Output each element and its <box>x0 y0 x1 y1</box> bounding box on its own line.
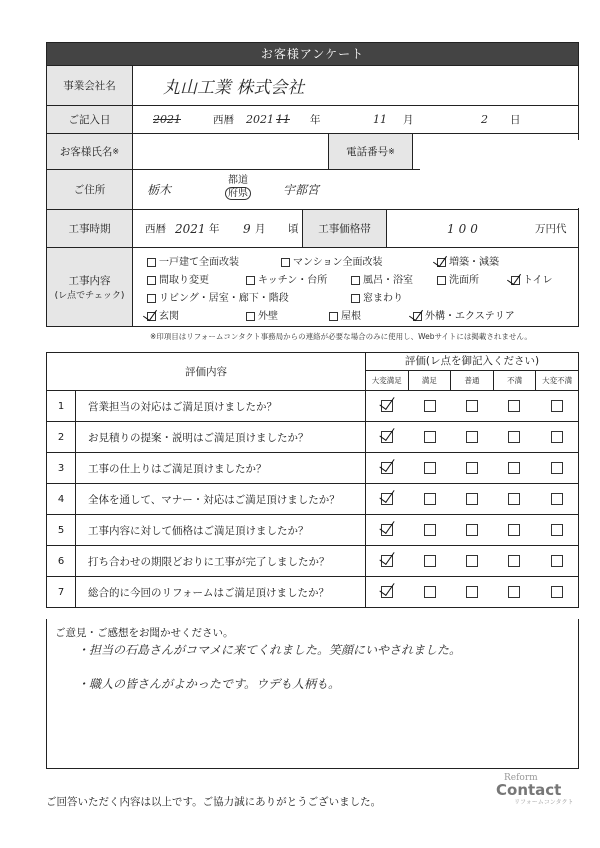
rating-checkbox[interactable] <box>381 555 393 567</box>
rating-checkbox[interactable] <box>508 555 520 567</box>
checkbox-extension[interactable] <box>437 258 446 267</box>
date-struck: 2021 <box>153 113 181 126</box>
question-text: 全体を通して、マナー・対応はご満足頂けましたか？ <box>76 484 366 514</box>
comment-line-2: ・職人の皆さんがよかったです。ウデも人柄も。 <box>77 677 341 691</box>
rating-checkbox[interactable] <box>424 493 436 505</box>
period-year[interactable]: 2021 <box>175 221 206 236</box>
comment-line-1: ・担当の石島さんがコマメに来てくれました。笑顔にいやされました。 <box>77 643 462 657</box>
reform-contact-logo <box>496 773 586 806</box>
company-value[interactable]: 丸山工業 株式会社 <box>163 78 305 98</box>
question-text: 工事の仕上りはご満足頂けましたか？ <box>76 453 366 483</box>
date-label: ご記入日 <box>47 106 133 133</box>
checkbox-roof[interactable] <box>329 312 338 321</box>
option-detached[interactable]: 一戸建て全面改装 <box>147 253 239 268</box>
day-value[interactable]: 2 <box>481 113 488 126</box>
rating-col-unsatisfied: 不満 <box>494 371 537 390</box>
price-unit: 万円代 <box>535 223 567 235</box>
rating-checkbox[interactable] <box>551 400 563 412</box>
form-title: お客様アンケート <box>47 43 578 65</box>
option-mansion[interactable]: マンション全面改装 <box>281 253 383 268</box>
checkbox-entrance[interactable] <box>147 312 156 321</box>
rating-checkbox[interactable] <box>466 524 478 536</box>
content-row <box>47 247 578 326</box>
rating-checkbox[interactable] <box>424 586 436 598</box>
rating-checkbox[interactable] <box>466 400 478 412</box>
rating-checkbox[interactable] <box>508 524 520 536</box>
question-number: 5 <box>47 515 76 545</box>
rating-checkbox[interactable] <box>508 400 520 412</box>
checkbox-washroom[interactable] <box>437 276 446 285</box>
content-options <box>133 248 578 326</box>
checkbox-window[interactable] <box>351 294 360 303</box>
rating-checkbox[interactable] <box>381 524 393 536</box>
company-row <box>47 65 578 105</box>
rating-checkbox[interactable] <box>551 555 563 567</box>
year-value[interactable]: 2021 <box>246 113 274 126</box>
privacy-note: ※印項目はリフォームコンタクト事務局からの連絡が必要な場合のみに使用し、Webサイトには掲載されません。 <box>150 332 532 341</box>
rating-checkbox[interactable] <box>466 586 478 598</box>
question-text: 営業担当の対応はご満足頂けましたか？ <box>76 391 366 421</box>
content-label: 工事内容 <box>68 275 111 287</box>
required-mark: ※ <box>112 147 120 156</box>
checkbox-layout[interactable] <box>147 276 156 285</box>
question-number: 4 <box>47 484 76 514</box>
checkbox-bath[interactable] <box>351 276 360 285</box>
rating-checkbox[interactable] <box>508 586 520 598</box>
price-value[interactable]: 100 <box>447 221 482 236</box>
rating-checkbox[interactable] <box>466 555 478 567</box>
month-unit: 月 <box>403 114 414 126</box>
period-era: 西暦 <box>145 223 166 235</box>
period-month[interactable]: 9 <box>243 221 251 236</box>
rating-checkbox[interactable] <box>381 462 393 474</box>
question-row <box>47 422 578 453</box>
question-number: 6 <box>47 546 76 576</box>
option-bath[interactable]: 風呂・浴室 <box>351 271 413 286</box>
eval-item-header: 評価内容 <box>47 353 366 390</box>
option-window[interactable]: 窓まわり <box>351 289 403 304</box>
year-struck: 11 <box>276 113 290 126</box>
rating-checkbox[interactable] <box>381 493 393 505</box>
option-wall[interactable]: 外壁 <box>246 307 278 322</box>
logo-top: Reform <box>504 773 538 783</box>
option-toilet[interactable]: トイレ <box>511 271 553 286</box>
option-layout[interactable]: 間取り変更 <box>147 271 209 286</box>
rating-checkbox[interactable] <box>381 586 393 598</box>
rating-checkbox[interactable] <box>381 431 393 443</box>
question-text: お見積りの提案・説明はご満足頂けましたか？ <box>76 422 366 452</box>
question-number: 7 <box>47 577 76 607</box>
question-number: 3 <box>47 453 76 483</box>
rating-col-satisfied: 満足 <box>409 371 452 390</box>
checkbox-exterior[interactable] <box>413 312 422 321</box>
rating-checkbox[interactable] <box>508 431 520 443</box>
logo-sub: リフォームコンタクト <box>514 799 574 806</box>
rating-checkbox[interactable] <box>424 462 436 474</box>
pref-unit-line1: 都道 <box>228 175 248 186</box>
evaluation-table <box>46 352 579 608</box>
question-text: 総合的に今回のリフォームはご満足頂けましたか？ <box>76 577 366 607</box>
rating-checkbox[interactable] <box>551 586 563 598</box>
rating-checkbox[interactable] <box>466 462 478 474</box>
checkbox-detached[interactable] <box>147 258 156 267</box>
question-row <box>47 577 578 607</box>
option-kitchen[interactable]: キッチン・台所 <box>246 271 327 286</box>
rating-checkbox[interactable] <box>508 462 520 474</box>
rating-checkbox[interactable] <box>466 493 478 505</box>
date-row <box>47 105 578 133</box>
option-extension[interactable]: 増築・減築 <box>437 253 499 268</box>
checkbox-toilet[interactable] <box>511 276 520 285</box>
question-row <box>47 453 578 484</box>
option-exterior[interactable]: 外構・エクステリア <box>413 307 515 322</box>
month-value[interactable]: 11 <box>373 113 387 126</box>
option-living[interactable]: リビング・居室・廊下・階段 <box>147 289 289 304</box>
eval-rating-header: 評価(レ点を御記入ください) <box>366 353 578 371</box>
question-number: 2 <box>47 422 76 452</box>
question-text: 打ち合わせの期限どおりに工事が完了しましたか？ <box>76 546 366 576</box>
customer-name-field[interactable] <box>133 134 329 169</box>
day-unit: 日 <box>510 114 521 126</box>
rating-checkbox[interactable] <box>466 431 478 443</box>
question-rows <box>47 391 578 607</box>
content-sub: (レ点でチェック) <box>54 291 125 301</box>
city-value[interactable]: 宇都宮 <box>283 183 320 197</box>
period-suffix: 頃 <box>288 223 299 235</box>
question-row <box>47 546 578 577</box>
option-washroom[interactable]: 洗面所 <box>437 271 479 286</box>
question-row <box>47 484 578 515</box>
period-row <box>47 209 578 247</box>
pref-value[interactable]: 栃木 <box>147 183 172 197</box>
pref-unit-line2: 府県 <box>225 187 251 200</box>
phone-label: 電話番号 <box>346 146 389 158</box>
rating-checkbox[interactable] <box>424 524 436 536</box>
logo-main: Contact <box>496 781 562 799</box>
rating-checkbox[interactable] <box>424 431 436 443</box>
rating-checkbox[interactable] <box>508 493 520 505</box>
company-label: 事業会社名 <box>47 66 133 105</box>
rating-col-very-unsatisfied: 大変不満 <box>542 376 573 385</box>
era-label: 西暦 <box>213 114 234 126</box>
comments-label: ご意見・ご感想をお聞かせください。 <box>55 627 234 639</box>
redaction-address <box>334 170 579 208</box>
rating-col-neutral: 普通 <box>451 371 494 390</box>
rating-col-very-satisfied: 大変満足 <box>366 371 409 390</box>
checkbox-living[interactable] <box>147 294 156 303</box>
rating-checkbox[interactable] <box>381 400 393 412</box>
option-roof[interactable]: 屋根 <box>329 307 361 322</box>
period-year-unit: 年 <box>209 223 220 235</box>
rating-checkbox[interactable] <box>551 524 563 536</box>
rating-checkbox[interactable] <box>424 400 436 412</box>
price-label: 工事価格帯 <box>303 210 387 247</box>
checkbox-mansion[interactable] <box>281 258 290 267</box>
rating-checkbox[interactable] <box>551 462 563 474</box>
question-text: 工事内容に対して価格はご満足頂けましたか？ <box>76 515 366 545</box>
customer-label: お客様氏名 <box>59 146 113 158</box>
rating-checkbox[interactable] <box>424 555 436 567</box>
address-label: ご住所 <box>47 170 133 209</box>
period-label: 工事時期 <box>47 210 133 247</box>
checkbox-kitchen[interactable] <box>246 276 255 285</box>
phone-required-mark: ※ <box>388 147 395 156</box>
rating-checkbox[interactable] <box>551 493 563 505</box>
year-unit: 年 <box>310 114 321 126</box>
comments-box[interactable] <box>46 619 579 769</box>
checkbox-wall[interactable] <box>246 312 255 321</box>
period-month-unit: 月 <box>255 223 266 235</box>
question-row <box>47 391 578 422</box>
option-entrance[interactable]: 玄関 <box>147 307 179 322</box>
footer-text: ご回答いただく内容は以上です。ご協力誠にありがとうございました。 <box>46 796 382 808</box>
question-row <box>47 515 578 546</box>
question-number: 1 <box>47 391 76 421</box>
rating-checkbox[interactable] <box>551 431 563 443</box>
